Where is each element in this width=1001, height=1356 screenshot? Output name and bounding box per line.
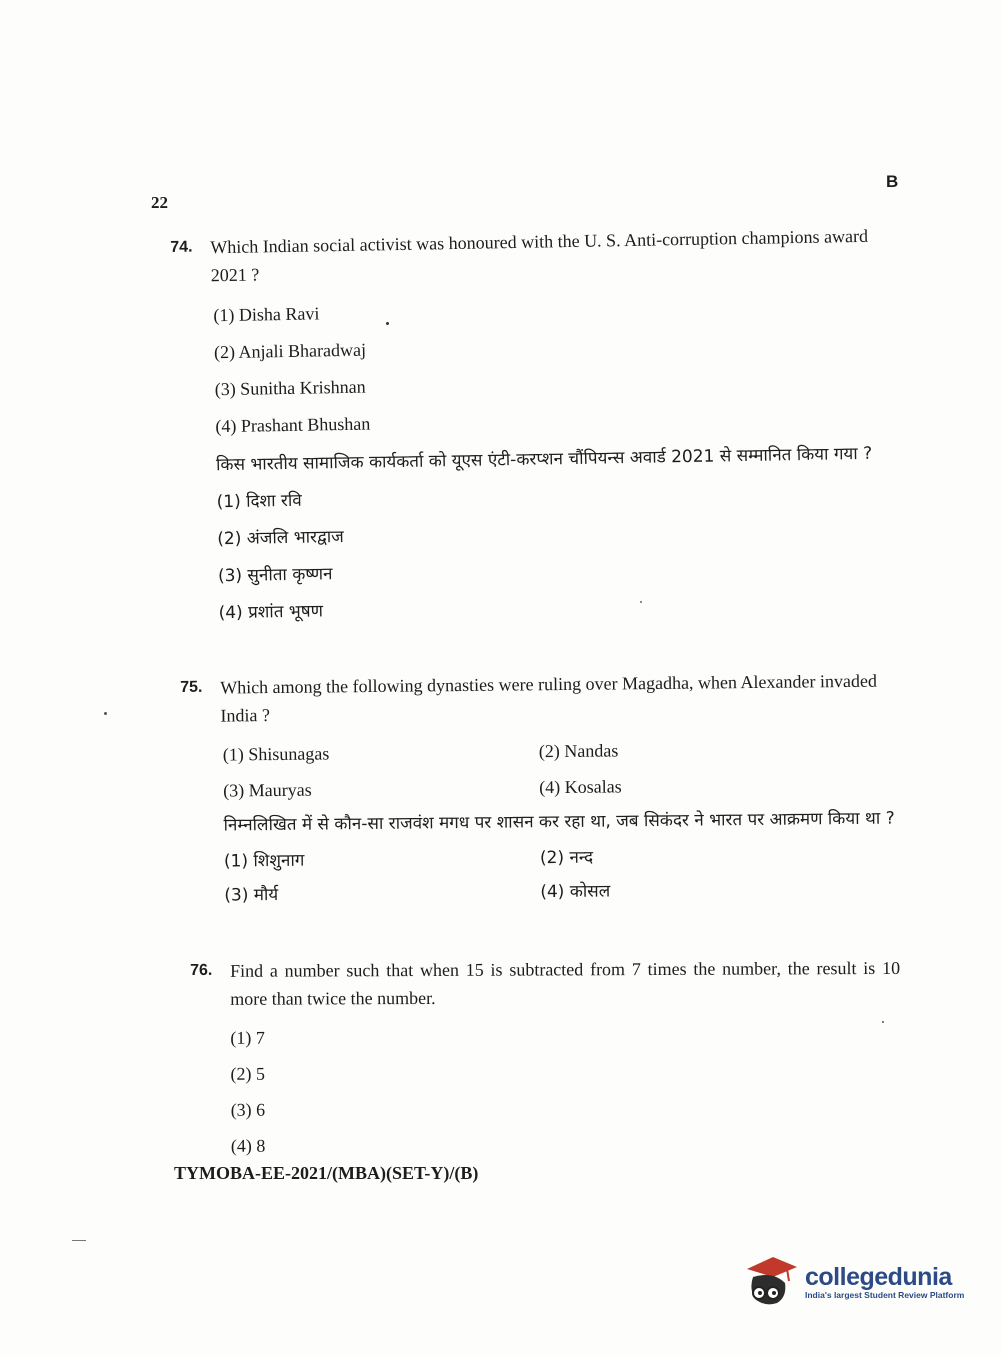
options-grid-en xyxy=(223,736,898,801)
option: (4) Kosalas xyxy=(539,776,622,798)
option: (1) Shisunagas xyxy=(222,743,330,765)
scan-line xyxy=(72,1240,86,1241)
page-number: 22 xyxy=(151,193,168,212)
question-number: 76. xyxy=(190,961,213,979)
option: (1) Disha Ravi xyxy=(213,303,320,326)
option: (2) Nandas xyxy=(538,740,619,762)
question-text-en: Find a number such that when 15 is subtracted from 7 times the number, the result is 10 more than twice the number. xyxy=(230,957,901,1009)
option: (1) 7 xyxy=(230,1027,265,1048)
option-hi: (2) अंजलि भारद्वाज xyxy=(217,527,345,550)
option: (4) Prashant Bhushan xyxy=(215,413,371,437)
question-76 xyxy=(190,954,901,1157)
scan-speck xyxy=(104,712,107,715)
options-grid-hi xyxy=(224,840,899,909)
question-74 xyxy=(170,221,899,628)
collegedunia-logo xyxy=(743,1253,964,1309)
option: (4) 8 xyxy=(230,1135,266,1156)
option-hi: (1) शिशुनाग xyxy=(223,850,305,872)
set-code: B xyxy=(886,172,899,191)
scan-speck xyxy=(386,322,389,325)
option-hi: (4) कोसल xyxy=(540,881,611,903)
brand-name: collegedunia xyxy=(805,1262,952,1291)
question-text-en: Which among the following dynasties were ruling over Magadha, when Alexander invaded India ? xyxy=(220,670,878,726)
option: (3) Sunitha Krishnan xyxy=(214,376,366,400)
option-hi: (4) प्रशांत भूषण xyxy=(218,601,324,624)
option: (3) 6 xyxy=(230,1099,266,1120)
option-hi: (1) दिशा रवि xyxy=(216,490,302,513)
brand-tagline: India's largest Student Review Platform xyxy=(805,1289,965,1300)
option-hi: (3) मौर्य xyxy=(224,884,279,906)
question-text-en: Which Indian social activist was honoured with the U. S. Anti-corruption champions award 2021 ? xyxy=(210,225,869,286)
mascot-icon xyxy=(743,1253,799,1309)
option: (2) Anjali Bharadwaj xyxy=(213,339,367,363)
scan-speck xyxy=(640,601,642,603)
option: (3) Mauryas xyxy=(223,779,312,801)
question-75 xyxy=(180,667,898,910)
question-number: 74. xyxy=(170,238,193,256)
question-text-hi: किस भारतीय सामाजिक कार्यकर्ता को यूएस एंटी-करप्शन चौंपियन्स अवार्ड 2021 से सम्मानित किया गया ? xyxy=(215,443,873,476)
question-text-hi: निम्नलिखित में से कौन-सा राजवंश मगध पर शासन कर रहा था, जब सिकंदर ने भारत पर आक्रमण किया था ? xyxy=(223,808,895,836)
option-hi: (2) नन्द xyxy=(539,847,594,869)
question-number: 75. xyxy=(180,678,203,696)
scan-speck xyxy=(882,1021,884,1023)
footer-code: TYMOBA-EE-2021/(MBA)(SET-Y)/(B) xyxy=(174,1163,479,1183)
option: (2) 5 xyxy=(230,1063,266,1084)
option-hi: (3) सुनीता कृष्णन xyxy=(217,564,333,587)
